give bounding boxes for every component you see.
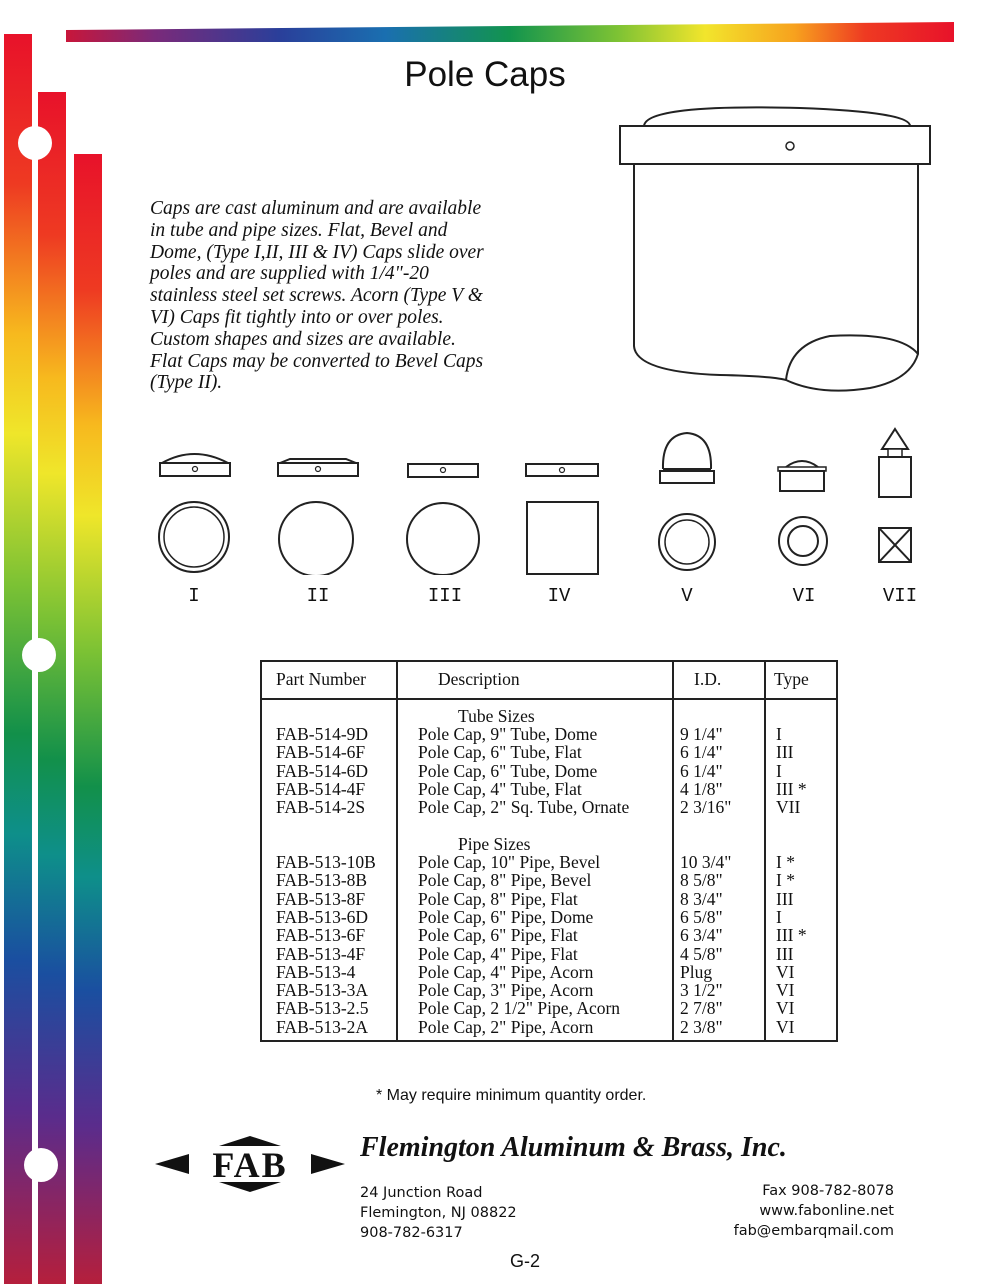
cell-id: 2 7/8"	[680, 998, 723, 1019]
quantity-note: * May require minimum quantity order.	[376, 1087, 647, 1104]
cell-type: VI	[776, 961, 795, 982]
cell-description: Pole Cap, 2" Pipe, Acorn	[418, 1016, 594, 1037]
cell-part-number: FAB-514-6D	[276, 760, 369, 781]
cell-description: Pole Cap, 2 1/2" Pipe, Acorn	[418, 998, 621, 1019]
page-number: G-2	[509, 1251, 540, 1271]
cell-id: 2 3/8"	[680, 1016, 723, 1037]
cell-part-number: FAB-514-2S	[276, 797, 366, 818]
cap-type-5-drawing	[659, 433, 715, 570]
cell-type: VI	[776, 980, 795, 1001]
cell-type: III *	[776, 925, 807, 946]
cell-description: Pole Cap, 8" Pipe, Bevel	[418, 870, 592, 891]
cap-type-drawings	[150, 425, 930, 575]
cell-id: 6 1/4"	[680, 742, 723, 763]
cell-id: 8 5/8"	[680, 870, 723, 891]
cell-part-number: FAB-514-6F	[276, 742, 366, 763]
header-id: I.D.	[694, 669, 722, 689]
page-title: Pole Caps	[404, 55, 566, 94]
table-row	[262, 981, 836, 999]
cell-id: 4 5/8"	[680, 943, 723, 964]
binder-hole-bottom	[24, 1148, 58, 1182]
cell-part-number: FAB-514-9D	[276, 724, 369, 744]
header-type: Type	[774, 669, 809, 689]
cell-id: 9 1/4"	[680, 724, 723, 744]
type-label-vii: VII	[882, 585, 918, 607]
table-row	[262, 963, 836, 981]
cell-id: 3 1/2"	[680, 980, 723, 1001]
intro-line: Caps are cast aluminum and are available	[150, 198, 482, 219]
cell-description: Pole Cap, 6" Pipe, Flat	[418, 925, 578, 946]
company-contact	[734, 1181, 894, 1241]
cell-part-number: FAB-513-2.5	[276, 998, 369, 1019]
parts-table	[260, 660, 838, 1042]
cap-type-6-drawing	[778, 461, 827, 565]
table-row	[262, 798, 836, 816]
table-row	[262, 908, 836, 926]
intro-line: VI) Caps fit tightly into or over poles.	[150, 306, 444, 328]
cell-description: Pole Cap, 6" Tube, Flat	[418, 742, 582, 763]
cell-id: 6 3/4"	[680, 925, 723, 946]
header-description: Description	[438, 669, 520, 689]
cell-description: Pole Cap, 4" Pipe, Flat	[418, 943, 578, 964]
intro-paragraph	[150, 198, 540, 394]
cap-type-3-drawing	[407, 464, 479, 575]
contact-email[interactable]: fab@embarqmail.com	[733, 1223, 894, 1239]
cell-id: 6 1/4"	[680, 760, 723, 781]
intro-line: in tube and pipe sizes. Flat, Bevel and	[150, 219, 448, 241]
type-label-iii: III	[427, 585, 463, 607]
cell-part-number: FAB-513-3A	[276, 980, 369, 1001]
type-label-v: V	[681, 585, 693, 607]
cell-type: III	[776, 888, 794, 909]
table-row	[262, 871, 836, 889]
intro-line: poles and are supplied with 1/4"-20	[150, 263, 429, 285]
table-row	[262, 945, 836, 963]
type-label-iv: IV	[547, 585, 571, 607]
svg-text:FAB: FAB	[212, 1145, 288, 1185]
cell-description: Pole Cap, 4" Pipe, Acorn	[418, 961, 594, 982]
cap-type-7-drawing	[879, 429, 911, 562]
cell-type: III *	[776, 778, 807, 799]
pipe-sizes-heading: Pipe Sizes	[458, 834, 531, 854]
cell-id: Plug	[680, 961, 713, 982]
intro-line: Flat Caps may be converted to Bevel Caps	[150, 350, 484, 372]
cell-description: Pole Cap, 2" Sq. Tube, Ornate	[418, 797, 630, 818]
cap-type-4-drawing	[526, 464, 598, 574]
cell-id: 10 3/4"	[680, 852, 732, 872]
cell-part-number: FAB-513-8F	[276, 888, 366, 909]
tube-sizes-heading: Tube Sizes	[458, 706, 535, 726]
cell-part-number: FAB-514-4F	[276, 778, 366, 799]
cell-part-number: FAB-513-6D	[276, 906, 369, 927]
cell-description: Pole Cap, 8" Pipe, Flat	[418, 888, 578, 909]
binder-hole-top	[18, 126, 52, 160]
cell-description: Pole Cap, 9" Tube, Dome	[418, 724, 598, 744]
fab-logo	[155, 1134, 345, 1194]
type-label-ii: II	[306, 585, 330, 607]
type-label-i: I	[188, 585, 200, 607]
cell-type: I *	[776, 852, 795, 872]
binder-hole-middle	[22, 638, 56, 672]
table-row	[262, 890, 836, 908]
address-phone: 908-782-6317	[360, 1225, 463, 1241]
cell-description: Pole Cap, 10" Pipe, Bevel	[418, 852, 601, 872]
cell-id: 6 5/8"	[680, 906, 723, 927]
cell-id: 2 3/16"	[680, 797, 732, 818]
cell-type: I	[776, 760, 782, 781]
intro-line: stainless steel set screws. Acorn (Type V &	[150, 285, 483, 307]
cell-type: VI	[776, 1016, 795, 1037]
table-row	[262, 743, 836, 761]
address-street: 24 Junction Road	[360, 1185, 483, 1201]
cell-description: Pole Cap, 4" Tube, Flat	[418, 778, 582, 799]
cell-id: 8 3/4"	[680, 888, 723, 909]
company-name: Flemington Aluminum & Brass, Inc.	[360, 1132, 787, 1163]
cell-part-number: FAB-513-8B	[276, 870, 368, 891]
header-part-number: Part Number	[276, 669, 366, 689]
table-row	[262, 1018, 836, 1036]
cell-part-number: FAB-513-4F	[276, 943, 366, 964]
cell-type: III	[776, 742, 794, 763]
cell-part-number: FAB-513-10B	[276, 852, 376, 872]
cell-type: I	[776, 906, 782, 927]
cell-id: 4 1/8"	[680, 778, 723, 799]
intro-line: Custom shapes and sizes are available.	[150, 328, 456, 350]
cell-type: I *	[776, 870, 795, 891]
rainbow-stripe-2	[38, 92, 66, 1284]
cell-type: VI	[776, 998, 795, 1019]
cell-type: VII	[776, 797, 801, 818]
large-cap-illustration	[610, 100, 940, 400]
type-label-vi: VI	[792, 585, 816, 607]
cell-type: I	[776, 724, 782, 744]
top-rainbow-bar	[66, 22, 954, 42]
table-row	[262, 853, 836, 871]
cap-type-1-drawing	[159, 454, 230, 572]
cell-part-number: FAB-513-2A	[276, 1016, 369, 1037]
rainbow-stripe-3	[74, 154, 102, 1284]
contact-website[interactable]: www.fabonline.net	[759, 1203, 894, 1219]
cell-description: Pole Cap, 3" Pipe, Acorn	[418, 980, 594, 1001]
cell-description: Pole Cap, 6" Tube, Dome	[418, 760, 598, 781]
cell-part-number: FAB-513-4	[276, 961, 356, 982]
table-row	[262, 762, 836, 780]
company-address	[360, 1183, 517, 1243]
cell-part-number: FAB-513-6F	[276, 925, 366, 946]
table-row	[262, 725, 836, 743]
cell-type: III	[776, 943, 794, 964]
table-row	[262, 999, 836, 1017]
intro-line: (Type II).	[150, 372, 223, 394]
contact-fax: Fax 908-782-8078	[762, 1183, 894, 1199]
cell-description: Pole Cap, 6" Pipe, Dome	[418, 906, 594, 927]
cap-type-2-drawing	[278, 459, 358, 575]
intro-line: Dome, (Type I,II, III & IV) Caps slide over	[150, 241, 484, 263]
table-row	[262, 780, 836, 798]
address-city: Flemington, NJ 08822	[360, 1205, 517, 1221]
table-row	[262, 926, 836, 944]
